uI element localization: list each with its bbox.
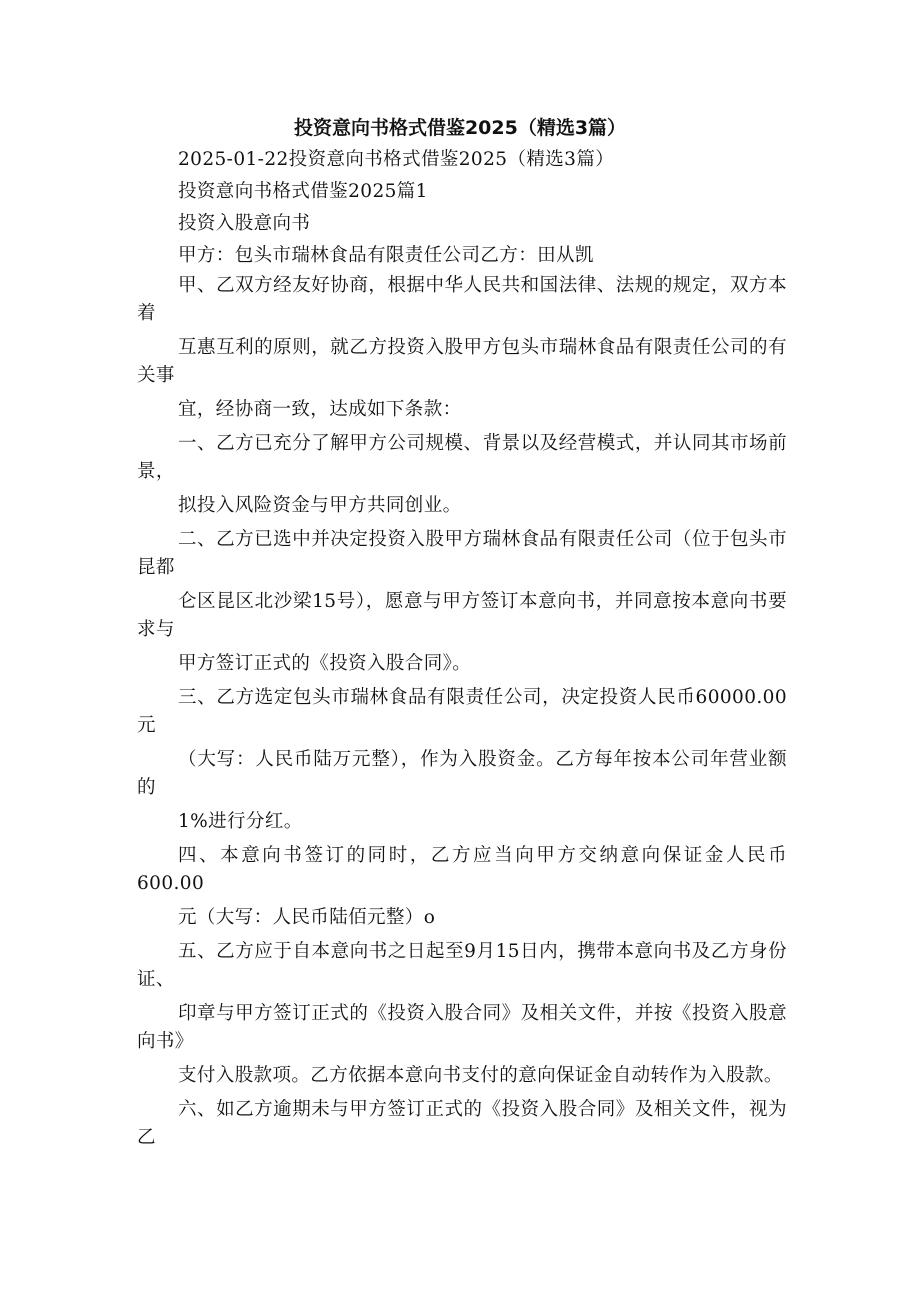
paragraph: 甲、乙双方经友好协商，根据中华人民共和国法律、法规的规定，双方本着: [137, 275, 787, 324]
paragraph: 宜，经协商一致，达成如下条款：: [178, 399, 462, 420]
section-heading: 投资意向书格式借鉴2025篇1: [178, 181, 428, 202]
date-title-line: 2025-01-22投资意向书格式借鉴2025（精选3篇）: [178, 149, 615, 170]
paragraph: 一、乙方已充分了解甲方公司规模、背景以及经营模式，并认同其市场前景，: [137, 433, 787, 482]
paragraph: 1%进行分红。: [178, 811, 303, 832]
paragraph: 拟投入风险资金与甲方共同创业。: [178, 495, 462, 516]
paragraph: 仑区昆区北沙梁15号），愿意与甲方签订本意向书，并同意按本意向书要求与: [137, 591, 787, 640]
paragraph: 互惠互利的原则，就乙方投资入股甲方包头市瑞林食品有限责任公司的有关事: [137, 337, 787, 386]
paragraph: 甲方签订正式的《投资入股合同》。: [178, 653, 472, 674]
document-heading: 投资入股意向书: [178, 213, 311, 234]
document-body: [137, 272, 787, 1158]
paragraph: 支付入股款项。乙方依据本意向书支付的意向保证金自动转作为入股款。: [178, 1065, 783, 1086]
parties-line: 甲方：包头市瑞林食品有限责任公司乙方：田从凯: [178, 245, 594, 266]
paragraph: （大写：人民币陆万元整），作为入股资金。乙方每年按本公司年营业额的: [137, 749, 787, 798]
paragraph: 二、乙方已选中并决定投资入股甲方瑞林食品有限责任公司（位于包头市昆都: [137, 529, 787, 578]
paragraph: 三、乙方选定包头市瑞林食品有限责任公司，决定投资人民币60000.00元: [137, 687, 787, 736]
paragraph: 四、本意向书签订的同时，乙方应当向甲方交纳意向保证金人民币600.00: [137, 845, 787, 894]
document-title: 投资意向书格式借鉴2025（精选3篇）: [293, 117, 627, 139]
paragraph: 元（大写：人民币陆佰元整）o: [178, 907, 436, 928]
paragraph: 印章与甲方签订正式的《投资入股合同》及相关文件，并按《投资入股意向书》: [137, 1003, 787, 1052]
paragraph: 五、乙方应于自本意向书之日起至9月15日内，携带本意向书及乙方身份证、: [137, 941, 787, 990]
paragraph: 六、如乙方逾期未与甲方签订正式的《投资入股合同》及相关文件，视为乙: [137, 1099, 787, 1148]
